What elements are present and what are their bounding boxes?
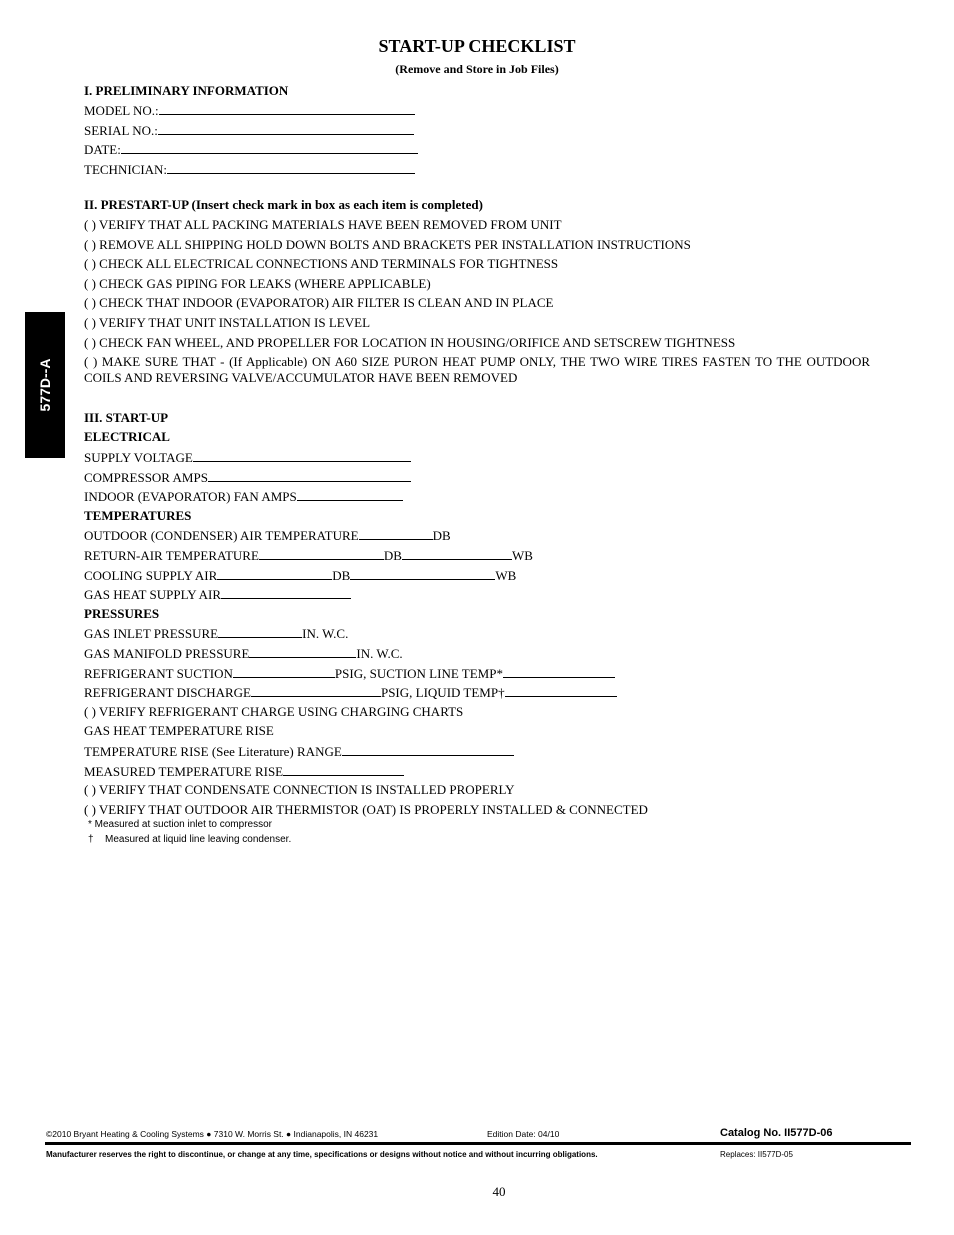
temperatures-heading: TEMPERATURES <box>84 508 192 523</box>
wb-label: WB <box>495 568 517 583</box>
gas-inlet-pressure-blank[interactable] <box>218 625 302 638</box>
serial-no-label: SERIAL NO.: <box>84 123 158 138</box>
verify-oat-item[interactable]: ( ) VERIFY THAT OUTDOOR AIR THERMISTOR (OAT) IS PROPERLY INSTALLED & CONNECTED <box>84 802 648 817</box>
supply-voltage-label: SUPPLY VOLTAGE <box>84 450 193 465</box>
return-air-temp-label: RETURN-AIR TEMPERATURE <box>84 548 259 563</box>
footnote-star: * Measured at suction inlet to compressor <box>88 819 272 830</box>
prestart-item[interactable]: ( ) VERIFY THAT UNIT INSTALLATION IS LEVEL <box>84 315 371 330</box>
footer-replaces: Replaces: II577D-05 <box>720 1150 793 1159</box>
measured-rise-label: MEASURED TEMPERATURE RISE <box>84 764 284 779</box>
page-subtitle: (Remove and Store in Job Files) <box>395 62 559 76</box>
serial-no-blank[interactable] <box>158 122 414 135</box>
db-label: DB <box>383 548 402 563</box>
in-wc-label: IN. W.C. <box>302 626 349 641</box>
technician-blank[interactable] <box>167 161 415 174</box>
gas-manifold-pressure-label: GAS MANIFOLD PRESSURE <box>84 646 250 661</box>
indoor-fan-amps-label: INDOOR (EVAPORATOR) FAN AMPS <box>84 489 297 504</box>
db-label: DB <box>332 568 351 583</box>
page-number: 40 <box>492 1184 506 1199</box>
date-blank[interactable] <box>121 141 418 154</box>
section-2-heading: II. PRESTART-UP (Insert check mark in box as each item is completed) <box>84 197 483 212</box>
model-no-field <box>84 102 415 119</box>
refrigerant-discharge-label: REFRIGERANT DISCHARGE <box>84 685 251 700</box>
compressor-amps-field <box>84 469 411 486</box>
gas-inlet-pressure-field <box>84 625 348 642</box>
suction-line-temp-label: PSIG, SUCTION LINE TEMP* <box>334 666 503 681</box>
prestart-item[interactable]: ( ) VERIFY THAT ALL PACKING MATERIALS HAVE BEEN REMOVED FROM UNIT <box>84 217 562 232</box>
model-no-label: MODEL NO.: <box>84 103 159 118</box>
pressures-heading: PRESSURES <box>84 606 160 621</box>
serial-no-field <box>84 122 414 139</box>
gas-manifold-pressure-blank[interactable] <box>249 645 356 658</box>
prestart-item-wire-ties[interactable]: ( ) MAKE SURE THAT - (If Applicable) ON A60 SIZE PURON HEAT PUMP ONLY, THE TWO WIRE TIRES FASTEN TO THE OUTDOOR COILS AND REVERSING VALVE/ACCUMULATOR HAVE BEEN REMOVED <box>84 354 870 385</box>
compressor-amps-blank[interactable] <box>208 469 411 482</box>
refrigerant-suction-blank[interactable] <box>233 665 335 678</box>
refrigerant-discharge-blank[interactable] <box>251 684 381 697</box>
temp-rise-range-field <box>84 743 514 760</box>
outdoor-air-temp-field <box>84 527 451 544</box>
measured-rise-blank[interactable] <box>283 763 404 776</box>
prestart-item[interactable]: ( ) CHECK ALL ELECTRICAL CONNECTIONS AND TERMINALS FOR TIGHTNESS <box>84 256 559 271</box>
db-label: DB <box>432 528 451 543</box>
wb-label: WB <box>511 548 533 563</box>
prestart-item[interactable]: ( ) CHECK GAS PIPING FOR LEAKS (WHERE APPLICABLE) <box>84 276 431 291</box>
temp-rise-range-label: TEMPERATURE RISE (See Literature) RANGE <box>84 744 342 759</box>
page-title: START-UP CHECKLIST <box>378 36 576 56</box>
indoor-fan-amps-blank[interactable] <box>297 488 403 501</box>
return-air-wb-blank[interactable] <box>402 547 512 560</box>
gas-heat-supply-air-field <box>84 586 351 603</box>
suction-line-temp-blank[interactable] <box>503 665 615 678</box>
electrical-heading: ELECTRICAL <box>84 429 170 444</box>
verify-charge-item[interactable]: ( ) VERIFY REFRIGERANT CHARGE USING CHARGING CHARTS <box>84 704 464 719</box>
compressor-amps-label: COMPRESSOR AMPS <box>84 470 208 485</box>
technician-label: TECHNICIAN: <box>84 162 168 177</box>
measured-rise-field <box>84 763 404 780</box>
side-tab-label: 577D--A <box>37 358 53 412</box>
gas-manifold-pressure-field <box>84 645 403 662</box>
cooling-supply-db-blank[interactable] <box>217 567 332 580</box>
footer-edition: Edition Date: 04/10 <box>487 1129 560 1139</box>
refrigerant-discharge-field <box>84 684 617 701</box>
verify-condensate-item[interactable]: ( ) VERIFY THAT CONDENSATE CONNECTION IS INSTALLED PROPERLY <box>84 782 515 797</box>
refrigerant-suction-field <box>84 665 615 682</box>
in-wc-label: IN. W.C. <box>356 646 403 661</box>
footer-rule <box>45 1142 911 1145</box>
refrigerant-suction-label: REFRIGERANT SUCTION <box>84 666 233 681</box>
footer-catalog: Catalog No. II577D-06 <box>720 1127 833 1139</box>
gas-heat-rise-label: GAS HEAT TEMPERATURE RISE <box>84 723 274 738</box>
technician-field <box>84 161 415 178</box>
supply-voltage-blank[interactable] <box>193 449 411 462</box>
prestart-item[interactable]: ( ) CHECK FAN WHEEL, AND PROPELLER FOR LOCATION IN HOUSING/ORIFICE AND SETSCREW TIGHTNESS <box>84 335 736 350</box>
outdoor-air-db-blank[interactable] <box>359 527 433 540</box>
model-no-blank[interactable] <box>159 102 415 115</box>
supply-voltage-field <box>84 449 411 466</box>
temp-rise-range-blank[interactable] <box>342 743 514 756</box>
indoor-fan-amps-field <box>84 488 403 505</box>
footer-disclaimer: Manufacturer reserves the right to discontinue, or change at any time, specifications or designs without notice and without incurring obligations. <box>46 1150 598 1159</box>
side-tab <box>25 312 65 458</box>
return-air-db-blank[interactable] <box>259 547 384 560</box>
cooling-supply-air-label: COOLING SUPPLY AIR <box>84 568 218 583</box>
return-air-temp-field <box>84 547 533 564</box>
cooling-supply-wb-blank[interactable] <box>350 567 495 580</box>
gas-inlet-pressure-label: GAS INLET PRESSURE <box>84 626 219 641</box>
outdoor-air-temp-label: OUTDOOR (CONDENSER) AIR TEMPERATURE <box>84 528 359 543</box>
footnote-dagger: Measured at liquid line leaving condenser. <box>105 834 292 845</box>
footer-copyright: ©2010 Bryant Heating & Cooling Systems ● 7310 W. Morris St. ● Indianapolis, IN 46231 <box>46 1129 379 1139</box>
gas-heat-supply-air-label: GAS HEAT SUPPLY AIR <box>84 587 222 602</box>
prestart-item[interactable]: ( ) REMOVE ALL SHIPPING HOLD DOWN BOLTS AND BRACKETS PER INSTALLATION INSTRUCTIONS <box>84 237 691 252</box>
section-1-heading: I. PRELIMINARY INFORMATION <box>84 83 289 98</box>
footnote-dagger-mark: † <box>88 834 94 845</box>
cooling-supply-air-field <box>84 567 516 584</box>
date-label: DATE: <box>84 142 121 157</box>
gas-heat-supply-air-blank[interactable] <box>221 586 351 599</box>
date-field <box>84 141 418 158</box>
section-3-heading: III. START-UP <box>84 410 169 425</box>
prestart-item[interactable]: ( ) CHECK THAT INDOOR (EVAPORATOR) AIR FILTER IS CLEAN AND IN PLACE <box>84 295 554 310</box>
liquid-temp-label: PSIG, LIQUID TEMP† <box>380 685 505 700</box>
liquid-temp-blank[interactable] <box>505 684 617 697</box>
